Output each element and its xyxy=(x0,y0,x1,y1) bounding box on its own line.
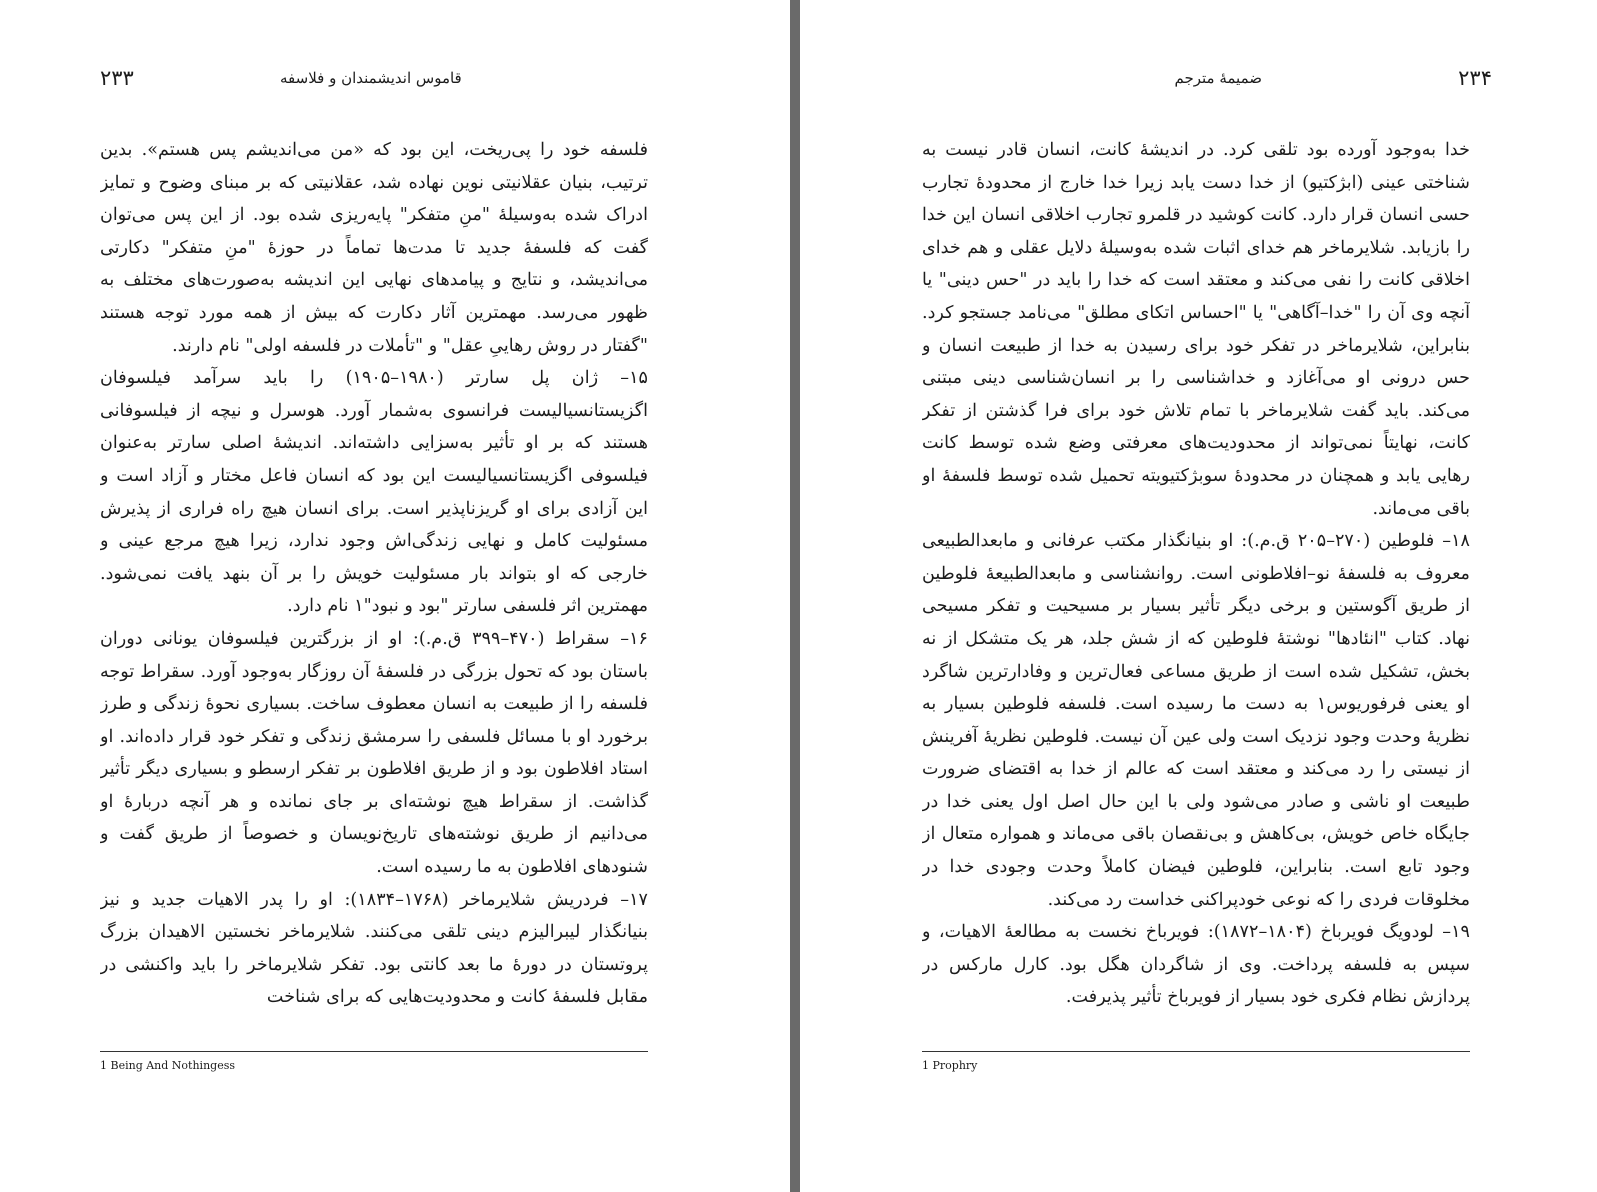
paragraph: ۱۹– لودویگ فویرباخ (۱۸۰۴–۱۸۷۲): فویرباخ نخست به مطالعهٔ الاهیات، و سپس به فلسفه پرداخت. وی از شاگردان هگل بود. کارل مارکس در پردازش نظام فکری خود بسیار از فویرباخ تأثیر پذیرفت. xyxy=(922,922,1470,1008)
book-spine xyxy=(790,0,800,1192)
paragraph: فلسفه خود را پی‌ریخت، این بود که «من می‌اندیشم پس هستم». بدین ترتیب، بنیان عقلانیتی نوین نهاده شد، عقلانیتی که بر مبنای وضوح و تمایز ادراک شده به‌وسیلهٔ "منِ متفکر" پایه‌ریزی شده بود. از این پس می‌توان گفت که فلسفهٔ جدید تا مدت‌ها تماماً در حوزهٔ "منِ متفکر" دکارتی می‌اندیشد، و نتایج و پیامدهای نهایی این اندیشه به‌صورت‌های مختلف به ظهور می‌رسد. مهمترین آثار دکارت که بیش از همه مورد توجه هستند "گفتار در روش رهاییِ عقل" و "تأملات در فلسفه اولی" نام دارند. xyxy=(100,140,648,356)
paragraph: ۱۵– ژان پل سارتر (۱۹۸۰–۱۹۰۵) را باید سرآمد فیلسوفان اگزیستانسیالیست فرانسوی به‌شمار آورد. هوسرل و نیچه از فیلسوفانی هستند که بر او تأثیر به‌سزایی داشته‌اند. اندیشهٔ اصلی سارتر به‌عنوان فیلسوفی اگزیستانسیالیست این بود که انسان فاعل مختار و آزاد است و این آزادی برای او گریزناپذیر است. برای انسان هیچ راه فراری از پذیرش مسئولیت کامل و نهایی زندگی‌اش وجود ندارد، زیرا هیچ مرجع عینی و خارجی که او بتواند بار مسئولیت خویش را بر آن بنهد یافت نمی‌شود. مهمترین اثر فلسفی سارتر "بود و نبود"۱ نام دارد. xyxy=(100,368,648,617)
left-page-number: ۲۳۳ xyxy=(100,66,134,90)
right-page-body xyxy=(922,134,1470,1052)
paragraph: خدا به‌وجود آورده بود تلقی کرد. در اندیشهٔ کانت، انسان قادر نیست به شناختی عینی (ابژکتیو) از خدا دست یابد زیرا خدا خارج از محدودهٔ تجارب حسی انسان قرار دارد. کانت کوشید در قلمرو تجارب اخلاقی انسان این خدا را بازیابد. شلایرماخر هم خدای اثبات شده به‌وسیلهٔ دلایل عقلی و هم خدای اخلاقی کانت را نفی می‌کند و معتقد است که خدا را باید در "حس دینی" یا آنچه وی آن را "خدا–آگاهی" یا "احساس اتکای مطلق" می‌نامد جستجو کرد. بنابراین، شلایرماخر در تفکر خود برای رسیدن به خدا از طبیعت انسان و حس درونی او می‌آغازد و خداشناسی را بر انسان‌شناسی دینی مبتنی می‌کند. باید گفت شلایرماخر با تمام تلاش خود برای فرا گذشتن از تفکر کانت، نهایتاً نمی‌تواند از محدودیت‌های معرفتی وضع شده توسط کانت رهایی یابد و همچنان در محدودهٔ سوبژکتیویته تحمیل شده توسط فلسفهٔ او باقی می‌ماند. xyxy=(922,140,1470,519)
right-page-number: ۲۳۴ xyxy=(1458,66,1492,90)
left-running-head: قاموس اندیشمندان و فلاسفه xyxy=(280,69,462,87)
right-footnote: 1 Prophry xyxy=(922,1059,978,1072)
footnote-rule xyxy=(100,1051,648,1052)
left-page xyxy=(0,0,798,1192)
left-page-header xyxy=(100,66,648,96)
paragraph: ۱۷– فردریش شلایرماخر (۱۷۶۸–۱۸۳۴): او را پدر الاهیات جدید و نیز بنیانگذار لیبرالیزم دینی تلقی می‌کنند. شلایرماخر نخستین الاهیدان بزرگ پروتستان در دورهٔ ما بعد کانتی بود. تفکر شلایرماخر را باید واکنشی در مقابل فلسفهٔ کانت و محدودیت‌هایی که برای شناخت xyxy=(100,889,648,1008)
right-page xyxy=(800,0,1597,1192)
paragraph: ۱۶– سقراط (۴۷۰–۳۹۹ ق.م.): او از بزرگترین فیلسوفان یونانی دوران باستان بود که تحول بزرگی در فلسفهٔ آن روزگار به‌وجود آورد. سقراط توجه فلسفه را از طبیعت به انسان معطوف ساخت. بسیاری نحوهٔ زندگی و طرز برخورد او با مسائل فلسفی را سرمشق زندگی و تفکر خود قرار داده‌اند. او استاد افلاطون بود و از طریق افلاطون بر تفکر ارسطو و بسیاری دیگر تأثیر گذاشت. از سقراط هیچ نوشته‌ای بر جای نمانده و هر آنچه دربارهٔ او می‌دانیم از طریق نوشته‌های تاریخ‌نویسان و خصوصاً از طریق گفت و شنودهای افلاطون به ما رسیده است. xyxy=(100,628,648,878)
right-page-header xyxy=(944,66,1492,96)
footnote-rule xyxy=(922,1051,1470,1052)
left-footnote: 1 Being And Nothingess xyxy=(100,1059,235,1072)
paragraph: ۱۸– فلوطین (۲۷۰–۲۰۵ ق.م.): او بنیانگذار مکتب عرفانی و مابعدالطبیعی معروف به فلسفهٔ نو–افلاطونی است. روانشناسی و مابعدالطبیعهٔ فلوطین از طریق آگوستین و برخی دیگر تأثیر بسیار بر مسیحیت و تفکر مسیحی نهاد. کتاب "انئادها" نوشتهٔ فلوطین که از شش جلد، هر یک متشکل از نه بخش، تشکیل شده است از طریق مساعی فعال‌ترین و وفادارترین شاگرد او یعنی فرفوریوس۱ به دست ما رسیده است. فلسفه فلوطین بسیار به نظریهٔ وحدت وجود نزدیک است ولی عین آن نیست. فلوطین نظریهٔ آفرینش از نیستی را رد می‌کند و معتقد است که عالم از خدا به اقتضای ضرورت طبیعت او ناشی و صادر می‌شود ولی با این حال اصل اول یعنی خدا در جایگاه خاص خویش، بی‌کاهش و بی‌نقصان باقی می‌ماند و همواره متعال از وجود تابع است. بنابراین، فلوطین فیضان کاملاً وحدت وجودی خدا در مخلوقات فردی را که نوعی خودپراکنی خداست رد می‌کند. xyxy=(922,531,1470,910)
right-running-head: ضمیمهٔ مترجم xyxy=(1174,69,1262,87)
left-page-body xyxy=(100,134,648,1052)
